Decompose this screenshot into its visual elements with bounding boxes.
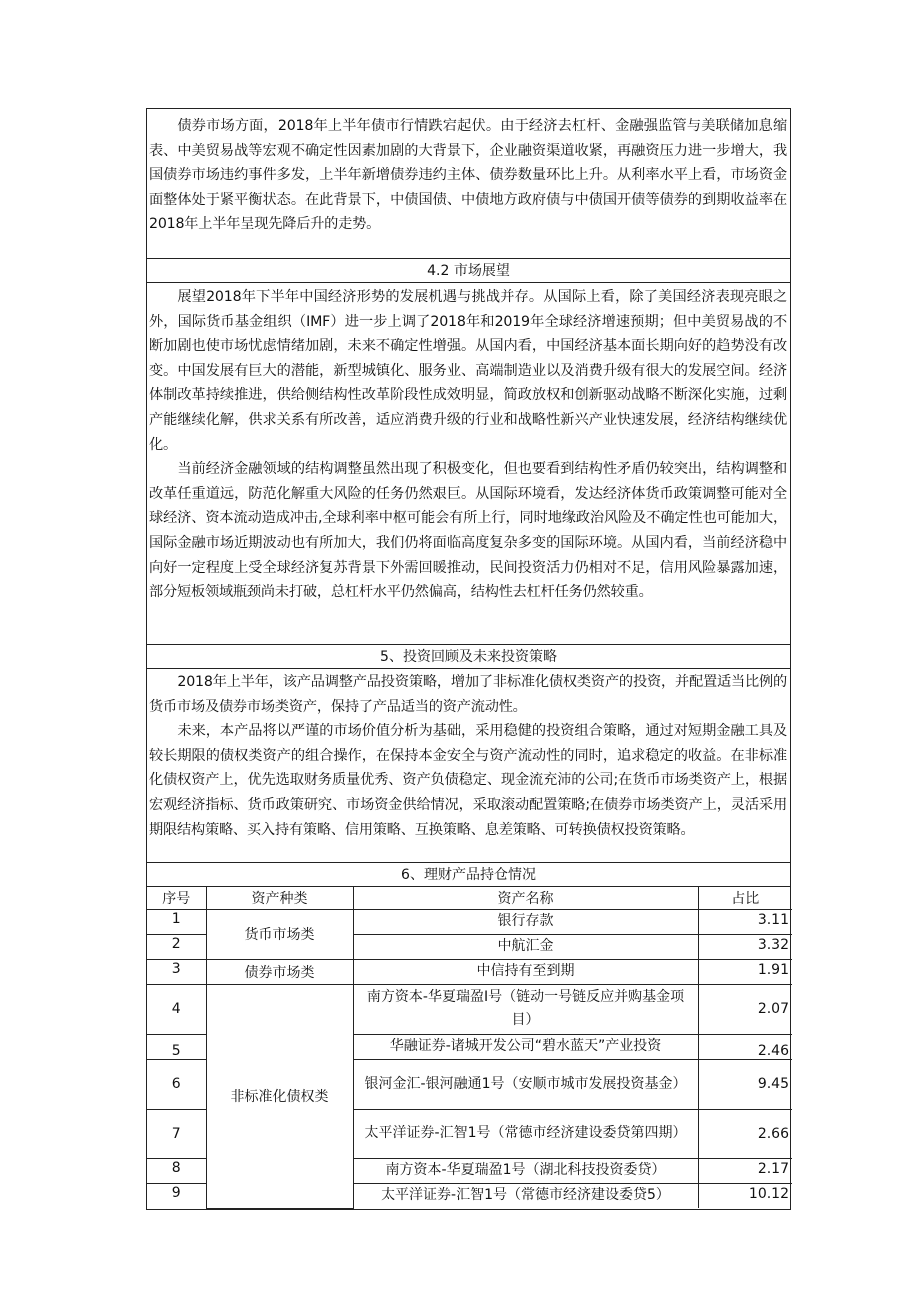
holdings-heading: 6、理财产品持仓情况: [147, 863, 790, 887]
holdings-table-section: [147, 887, 790, 1209]
table-header-row: [147, 887, 792, 909]
row-number: 9: [147, 1183, 206, 1208]
market-outlook-section: [147, 283, 790, 645]
strategy-paragraph: 未来，本产品将以严谨的市场价值分析为基础，采用稳健的投资组合策略，通过对短期金融工具及较长期限的债权类资产的组合操作，在保持本金安全与资产流动性的同时，追求稳定的收益。在非标准化债权资产上，优先选取财务质量优秀、资产负债稳定、现金流充沛的公司;在货币市场类资产上，根据宏观经济指标、货币政策研究、市场资金供给情况，采取滚动配置策略;在债券市场类资产上，灵活采用期限结构策略、买入持有策略、信用策略、互换策略、息差策略、可转换债权投资策略。: [149, 723, 787, 838]
outlook-paragraph: 当前经济金融领域的结构调整虽然出现了积极变化，但也要看到结构性矛盾仍较突出，结构调整和改革任重道远，防范化解重大风险的任务仍然艰巨。从国际环境看，发达经济体货币政策调整可能对全球经济、资本流动造成冲击,全球利率中枢可能会有所上行，同时地缘政治风险及不确定性也可能加大，国际金融市场近期波动也有所加大，我们仍将面临高度复杂多变的国际环境。从国内看，当前经济稳中向好一定程度上受全球经济复苏背景下外需回暖推动，民间投资活力仍相对不足，信用风险暴露加速，部分短板领域瓶颈尚未打破，总杠杆水平仍然偏高，结构性去杠杆任务仍然较重。: [149, 461, 787, 601]
asset-name: 银行存款: [353, 909, 698, 934]
table-row: [147, 984, 792, 1034]
row-number: 4: [147, 984, 206, 1034]
asset-category: 货币市场类: [206, 909, 353, 959]
asset-name: 南方资本-华夏瑞盈1号（湖北科技投资委贷）: [353, 1158, 698, 1183]
holdings-table: [147, 887, 792, 1209]
column-header: 序号: [147, 887, 206, 909]
investment-strategy-heading: 5、投资回顾及未来投资策略: [147, 645, 790, 669]
asset-category: 债券市场类: [206, 959, 353, 984]
table-row: [147, 959, 792, 984]
row-number: 6: [147, 1059, 206, 1109]
row-number: 2: [147, 934, 206, 959]
asset-category: 非标准化债权类: [206, 984, 353, 1208]
asset-name: 中航汇金: [353, 934, 698, 959]
report-document: [146, 108, 791, 1210]
outlook-paragraph: 展望2018年下半年中国经济形势的发展机遇与挑战并存。从国际上看，除了美国经济表现亮眼之外，国际货币基金组织（IMF）进一步上调了2018年和2019年全球经济增速预期；但中美贸易战的不断加剧也使市场忧虑情绪加剧，未来不确定性增强。从国内看，中国经济基本面长期向好的趋势没有改变。中国发展有巨大的潜能，新型城镇化、服务业、高端制造业以及消费升级有很大的发展空间。经济体制改革持续推进，供给侧结构性改革阶段性成效明显，简政放权和创新驱动战略不断深化实施，过剩产能继续化解，供求关系有所改善，适应消费升级的行业和战略性新兴产业快速发展，经济结构继续优化。: [149, 289, 787, 453]
market-outlook-heading: 4.2 市场展望: [147, 259, 790, 283]
strategy-paragraph: 2018年上半年，该产品调整产品投资策略，增加了非标准化债权类资产的投资，并配置适当比例的货币市场及债券市场类资产，保持了产品适当的资产流动性。: [149, 674, 787, 715]
asset-name: 南方资本-华夏瑞盈Ⅰ号（链动一号链反应并购基金项目）: [353, 984, 698, 1034]
asset-name: 太平洋证券-汇智1号（常德市经济建设委贷5）: [353, 1183, 698, 1208]
asset-percentage: 10.12: [698, 1183, 792, 1208]
asset-percentage: 9.45: [698, 1059, 792, 1109]
investment-strategy-section: [147, 669, 790, 863]
row-number: 1: [147, 909, 206, 934]
asset-name: 中信持有至到期: [353, 959, 698, 984]
asset-name: 太平洋证券-汇智1号（常德市经济建设委贷第四期）: [353, 1109, 698, 1158]
table-row: [147, 909, 792, 934]
asset-percentage: 3.32: [698, 934, 792, 959]
asset-percentage: 2.66: [698, 1109, 792, 1158]
asset-percentage: 2.07: [698, 984, 792, 1034]
column-header: 资产名称: [353, 887, 698, 909]
asset-percentage: 3.11: [698, 909, 792, 934]
row-number: 5: [147, 1034, 206, 1059]
asset-percentage: 2.17: [698, 1158, 792, 1183]
asset-percentage: 2.46: [698, 1034, 792, 1059]
asset-name: 华融证券-诸城开发公司“碧水蓝天”产业投资: [353, 1034, 698, 1059]
asset-name: 银河金汇-银河融通1号（安顺市城市发展投资基金）: [353, 1059, 698, 1109]
bond-market-section: [147, 109, 790, 259]
row-number: 8: [147, 1158, 206, 1183]
row-number: 7: [147, 1109, 206, 1158]
column-header: 资产种类: [206, 887, 353, 909]
asset-percentage: 1.91: [698, 959, 792, 984]
row-number: 3: [147, 959, 206, 984]
bond-market-paragraph: 债券市场方面，2018年上半年债市行情跌宕起伏。由于经济去杠杆、金融强监管与美联储加息缩表、中美贸易战等宏观不确定性因素加剧的大背景下，企业融资渠道收紧，再融资压力进一步增大，我国债券市场违约事件多发，上半年新增债券违约主体、债券数量环比上升。从利率水平上看，市场资金面整体处于紧平衡状态。在此背景下，中债国债、中债地方政府债与中债国开债等债券的到期收益率在2018年上半年呈现先降后升的走势。: [149, 118, 787, 233]
column-header: 占比: [698, 887, 792, 909]
